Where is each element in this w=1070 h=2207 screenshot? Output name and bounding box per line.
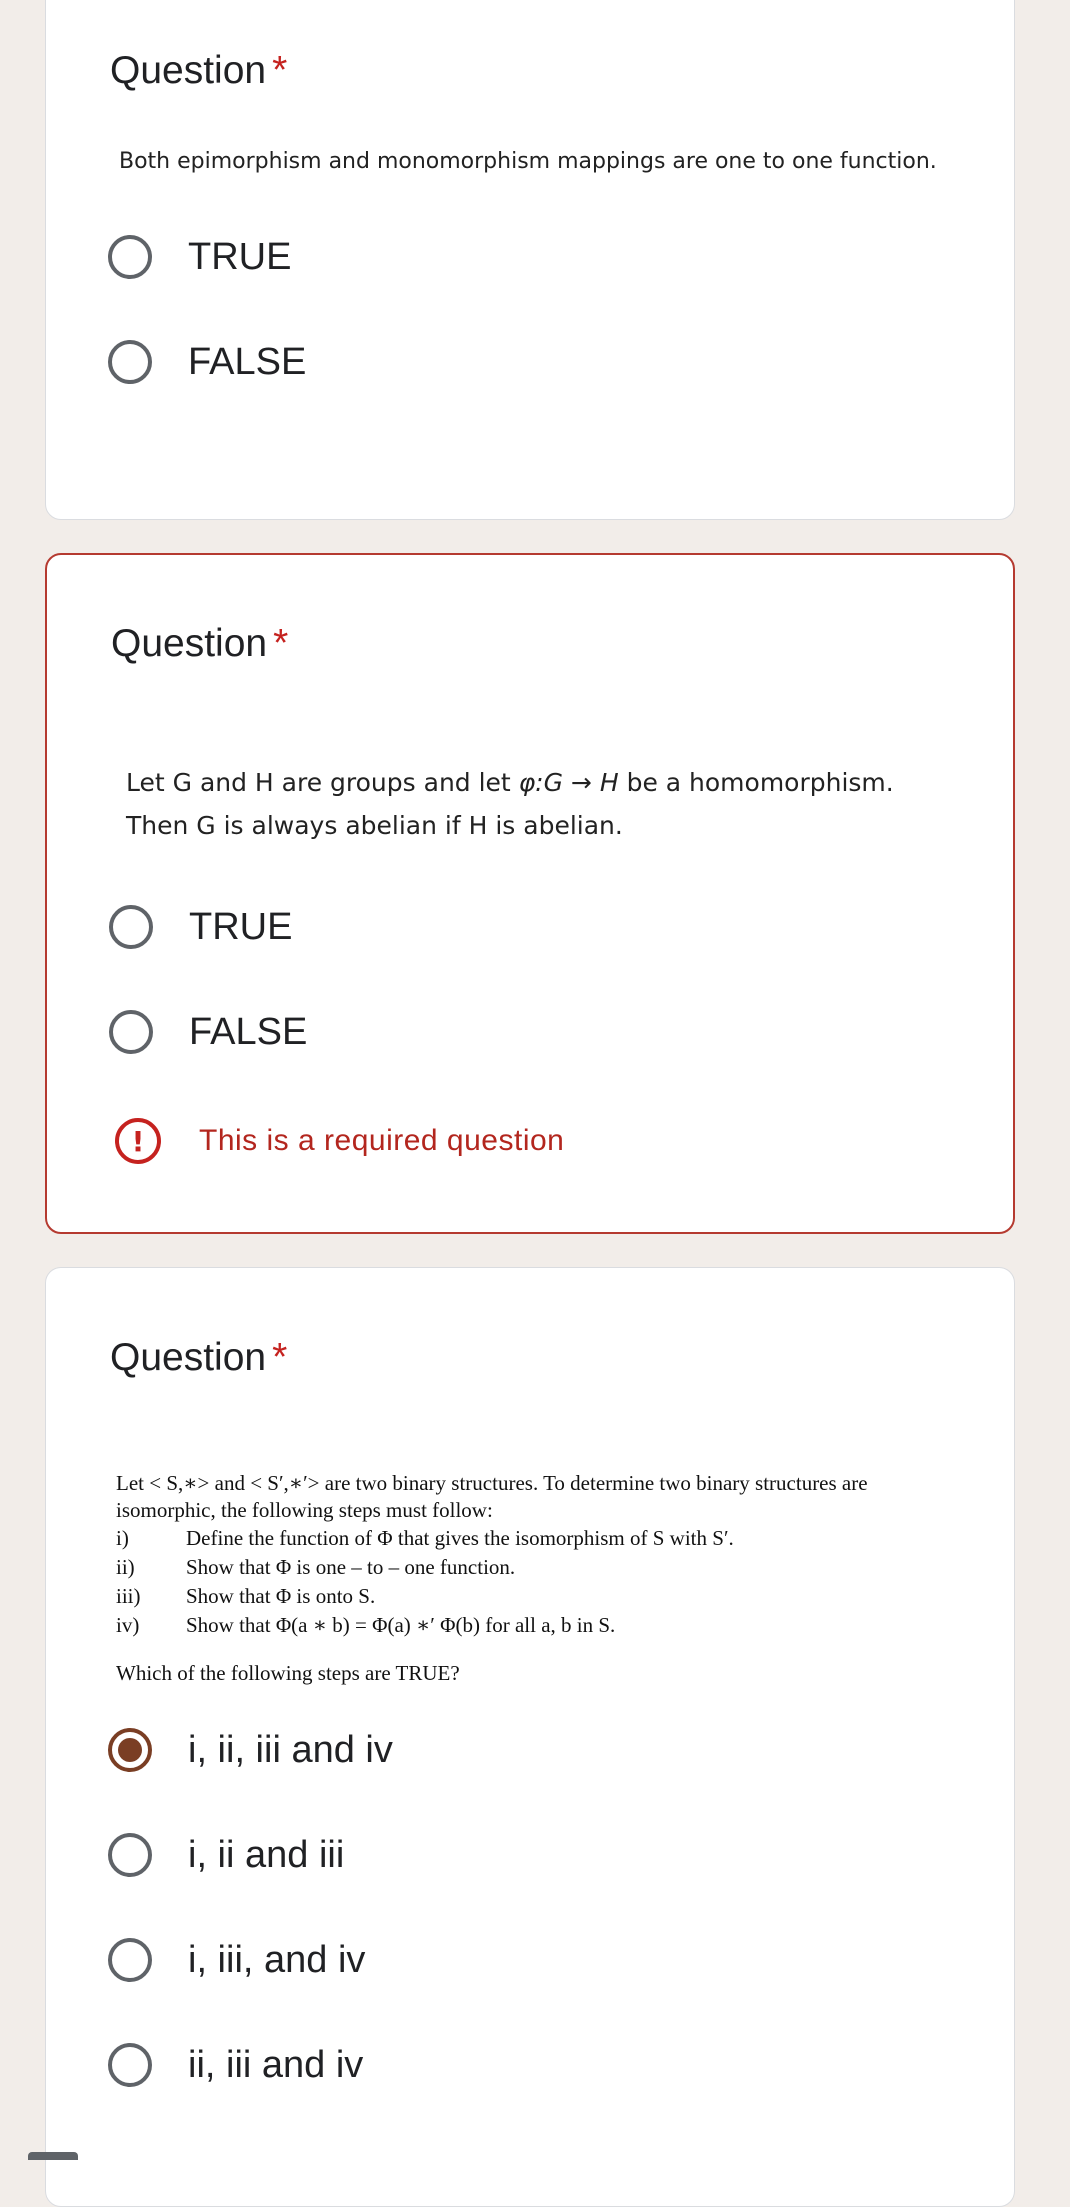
option-true[interactable] [109,897,292,957]
option-label: FALSE [189,1010,308,1053]
required-asterisk: * [272,49,288,92]
option-label: i, ii and iii [188,1833,345,1876]
option-2[interactable] [108,1825,344,1885]
radio-dot-icon [118,1738,142,1762]
question-intro-line-1: Let < S,∗> and < S′,∗′> are two binary structures. To determine two binary structures are [116,1471,868,1495]
option-false[interactable] [109,1002,307,1062]
question-card-2 [45,553,1015,1234]
required-asterisk: * [272,1336,288,1379]
question-text-line-1: Let G and H are groups and let φ:G → H be a homomorphism. [126,768,894,797]
option-4[interactable] [108,2035,363,2095]
radio-button[interactable] [108,235,152,279]
question-ask: Which of the following steps are TRUE? [116,1661,460,1685]
option-3[interactable] [108,1930,365,1990]
radio-button[interactable] [108,1833,152,1877]
option-label: TRUE [189,905,293,948]
radio-button[interactable] [109,1010,153,1054]
question-title: Question * [111,622,289,665]
question-card-3: Question * Let < S,∗> and < S′,∗′> are two binary structures. To determine two binary structures are isomorphic, the following steps must follow: i) Define the function of Φ that gives the isomorphism of S with S′. ii) Show that Φ is one – to – one function. iii) Show that Φ is onto S. iv) Show that Φ(a ∗ b) = Φ(a) ∗′ Φ(b) for all a, b in S. Which of the following steps are TRUE? i, ii, iii and iv i, ii and iii i, iii, and iv ii, iii and iv [45,1267,1015,2207]
option-1[interactable] [108,1720,393,1780]
error-message: This is a required question [199,1124,565,1157]
radio-button-selected[interactable] [108,1728,152,1772]
question-title: Question * [110,49,288,92]
scroll-indicator [28,2152,78,2160]
required-asterisk: * [273,622,289,665]
radio-button[interactable] [108,340,152,384]
exclamation-icon: ! [115,1118,161,1164]
option-false[interactable] [108,332,306,392]
option-label: ii, iii and iv [188,2043,364,2086]
question-text: Both epimorphism and monomorphism mappings are one to one function. [119,149,937,174]
math-expression: φ:G → H [518,768,619,797]
question-title: Question * [110,1336,288,1379]
option-label: i, ii, iii and iv [188,1728,393,1771]
radio-button[interactable] [108,1938,152,1982]
question-intro-line-2: isomorphic, the following steps must follow: [116,1498,493,1522]
radio-button[interactable] [108,2043,152,2087]
required-error [115,1115,564,1167]
option-label: TRUE [188,235,292,278]
question-card-1 [45,0,1015,520]
radio-button[interactable] [109,905,153,949]
option-label: FALSE [188,340,307,383]
option-true[interactable] [108,227,291,287]
question-text-line-2: Then G is always abelian if H is abelian. [126,811,623,840]
option-label: i, iii, and iv [188,1938,366,1981]
